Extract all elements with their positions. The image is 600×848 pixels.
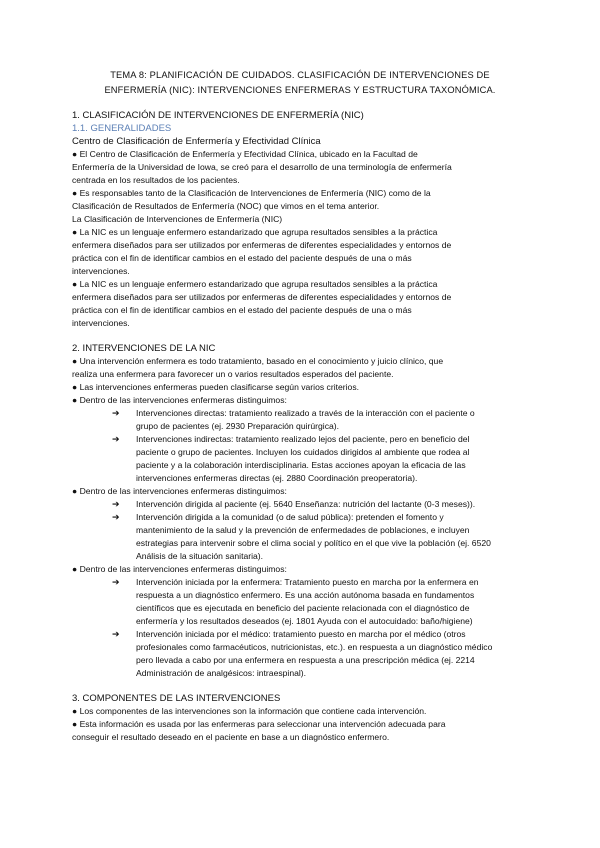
arrow-icon: ➔ [112, 512, 120, 522]
text-line: Intervención dirigida a la comunidad (o de salud pública): pretenden el fomento y [136, 512, 444, 522]
text-line: enfermera diseñados para ser utilizados por enfermeras de diferentes especialidades y entornos de [72, 292, 452, 302]
text-line: ● Es responsables tanto de la Clasificación de Intervenciones de Enfermería (NIC) como de la [72, 188, 431, 198]
section-2-heading: 2. INTERVENCIONES DE LA NIC [72, 343, 216, 354]
arrow-icon: ➔ [112, 577, 120, 587]
text-line: Intervención dirigida al paciente (ej. 5640 Enseñanza: nutrición del lactante (0-3 meses)). [136, 499, 476, 509]
bullet-paragraph: ● Dentro de las intervenciones enfermeras distinguimos: [72, 486, 287, 496]
text-line: respuesta a un diagnóstico enfermero. Es una acción autónoma basada en fundamentos [136, 590, 475, 600]
text-line: ● El Centro de Clasificación de Enfermería y Efectividad Clínica, ubicado en la Facultad de [72, 149, 418, 159]
text-line: intervenciones. [72, 318, 130, 328]
bullet-paragraph [72, 187, 528, 213]
title-line: ENFERMERÍA (NIC): INTERVENCIONES ENFERMERAS Y ESTRUCTURA TAXONÓMICA. [104, 85, 496, 95]
text-line: profesionales como farmacéuticos, nutricionistas, etc.). en respuesta a un diagnóstico médico [136, 642, 493, 652]
text-line: pero llevada a cabo por una enfermera en respuesta a una prescripción médica (ej. 2214 [136, 655, 475, 665]
section-1-heading: 1. CLASIFICACIÓN DE INTERVENCIONES DE ENFERMERÍA (NIC) [72, 110, 364, 121]
text-line: estrategias para intervenir sobre el clima social y político en el que vive la población (ej. 6520 [136, 538, 491, 548]
text-line: Intervención iniciada por el médico: tratamiento puesto en marcha por el médico (otros [136, 629, 466, 639]
text-line: enfermería y los resultados deseados (ej. 1801 Ayuda con el autocuidado: baño/higiene) [136, 616, 473, 626]
text-line: mantenimiento de la salud y la prevención de enfermedades de poblaciones, e incluyen [136, 525, 470, 535]
text-line: grupo de pacientes (ej. 2930 Preparación quirúrgica). [136, 421, 340, 431]
arrow-icon: ➔ [112, 408, 120, 418]
text-line: científicos que es ejecutada en beneficio del paciente relacionada con el diagnóstico de [136, 603, 470, 613]
arrow-list-item [72, 498, 528, 511]
bullet-paragraph [72, 278, 528, 330]
arrow-icon: ➔ [112, 434, 120, 444]
bullet-paragraph [72, 718, 528, 744]
text-line: paciente o grupo de pacientes. Incluyen los cuidados dirigidos al ambiente que rodea al [136, 447, 470, 457]
centro-heading: Centro de Clasificación de Enfermería y Efectividad Clínica [72, 136, 321, 147]
arrow-list-item [72, 433, 528, 485]
nic-subheading: La Clasificación de Intervenciones de Enfermería (NIC) [72, 214, 283, 224]
arrow-list-item [72, 576, 528, 628]
bullet-paragraph [72, 226, 528, 278]
text-line: enfermera diseñados para ser utilizados por enfermeras de diferentes especialidades y entornos de [72, 240, 452, 250]
text-line: Administración de analgésicos: intraespinal). [136, 668, 307, 678]
text-line: Intervenciones directas: tratamiento realizado a través de la interacción con el paciente o [136, 408, 475, 418]
text-line: paciente y a la colaboración interdisciplinaria. Estas acciones apoyan la eficacia de las [136, 460, 466, 470]
text-line: práctica con el fin de identificar cambios en el estado del paciente después de una o más [72, 253, 412, 263]
document-title [72, 68, 528, 98]
arrow-list-item [72, 511, 528, 563]
text-line: práctica con el fin de identificar cambios en el estado del paciente después de una o más [72, 305, 412, 315]
text-line: ● La NIC es un lenguaje enfermero estandarizado que agrupa resultados sensibles a la práctica [72, 279, 438, 289]
text-line: Enfermería de la Universidad de Iowa, se creó para el desarrollo de una terminología de enfermería [72, 162, 452, 172]
bullet-paragraph: ● Dentro de las intervenciones enfermeras distinguimos: [72, 564, 287, 574]
section-1-1-heading: 1.1. GENERALIDADES [72, 123, 172, 134]
section-3-heading: 3. COMPONENTES DE LAS INTERVENCIONES [72, 693, 281, 704]
text-line: intervenciones. [72, 266, 130, 276]
bullet-paragraph [72, 355, 528, 381]
arrow-icon: ➔ [112, 499, 120, 509]
text-line: Intervenciones indirectas: tratamiento realizado lejos del paciente, pero en beneficio del [136, 434, 470, 444]
bullet-paragraph: ● Los componentes de las intervenciones son la información que contiene cada intervención. [72, 706, 427, 716]
bullet-paragraph [72, 148, 528, 187]
text-line: realiza una enfermera para favorecer un o varios resultados esperados del paciente. [72, 369, 394, 379]
arrow-list-item [72, 628, 528, 680]
title-line: TEMA 8: PLANIFICACIÓN DE CUIDADOS. CLASIFICACIÓN DE INTERVENCIONES DE [110, 70, 490, 80]
text-line: ● Esta información es usada por las enfermeras para seleccionar una intervención adecuada para [72, 719, 446, 729]
text-line: Intervención iniciada por la enfermera: Tratamiento puesto en marcha por la enfermera en [136, 577, 479, 587]
bullet-paragraph: ● Dentro de las intervenciones enfermeras distinguimos: [72, 395, 287, 405]
text-line: intervenciones enfermeras directas (ej. 2880 Coordinación preoperatoria). [136, 473, 418, 483]
text-line: Clasificación de Resultados de Enfermería (NOC) que vimos en el tema anterior. [72, 201, 380, 211]
text-line: ● Una intervención enfermera es todo tratamiento, basado en el conocimiento y juicio clínico, que [72, 356, 444, 366]
bullet-paragraph: ● Las intervenciones enfermeras pueden clasificarse según varios criterios. [72, 382, 360, 392]
arrow-list-item [72, 407, 528, 433]
text-line: Análisis de la situación sanitaria). [136, 551, 264, 561]
arrow-icon: ➔ [112, 629, 120, 639]
text-line: centrada en los resultados de los pacientes. [72, 175, 240, 185]
text-line: conseguir el resultado deseado en el paciente en base a un diagnóstico enfermero. [72, 732, 390, 742]
text-line: ● La NIC es un lenguaje enfermero estandarizado que agrupa resultados sensibles a la práctica [72, 227, 438, 237]
